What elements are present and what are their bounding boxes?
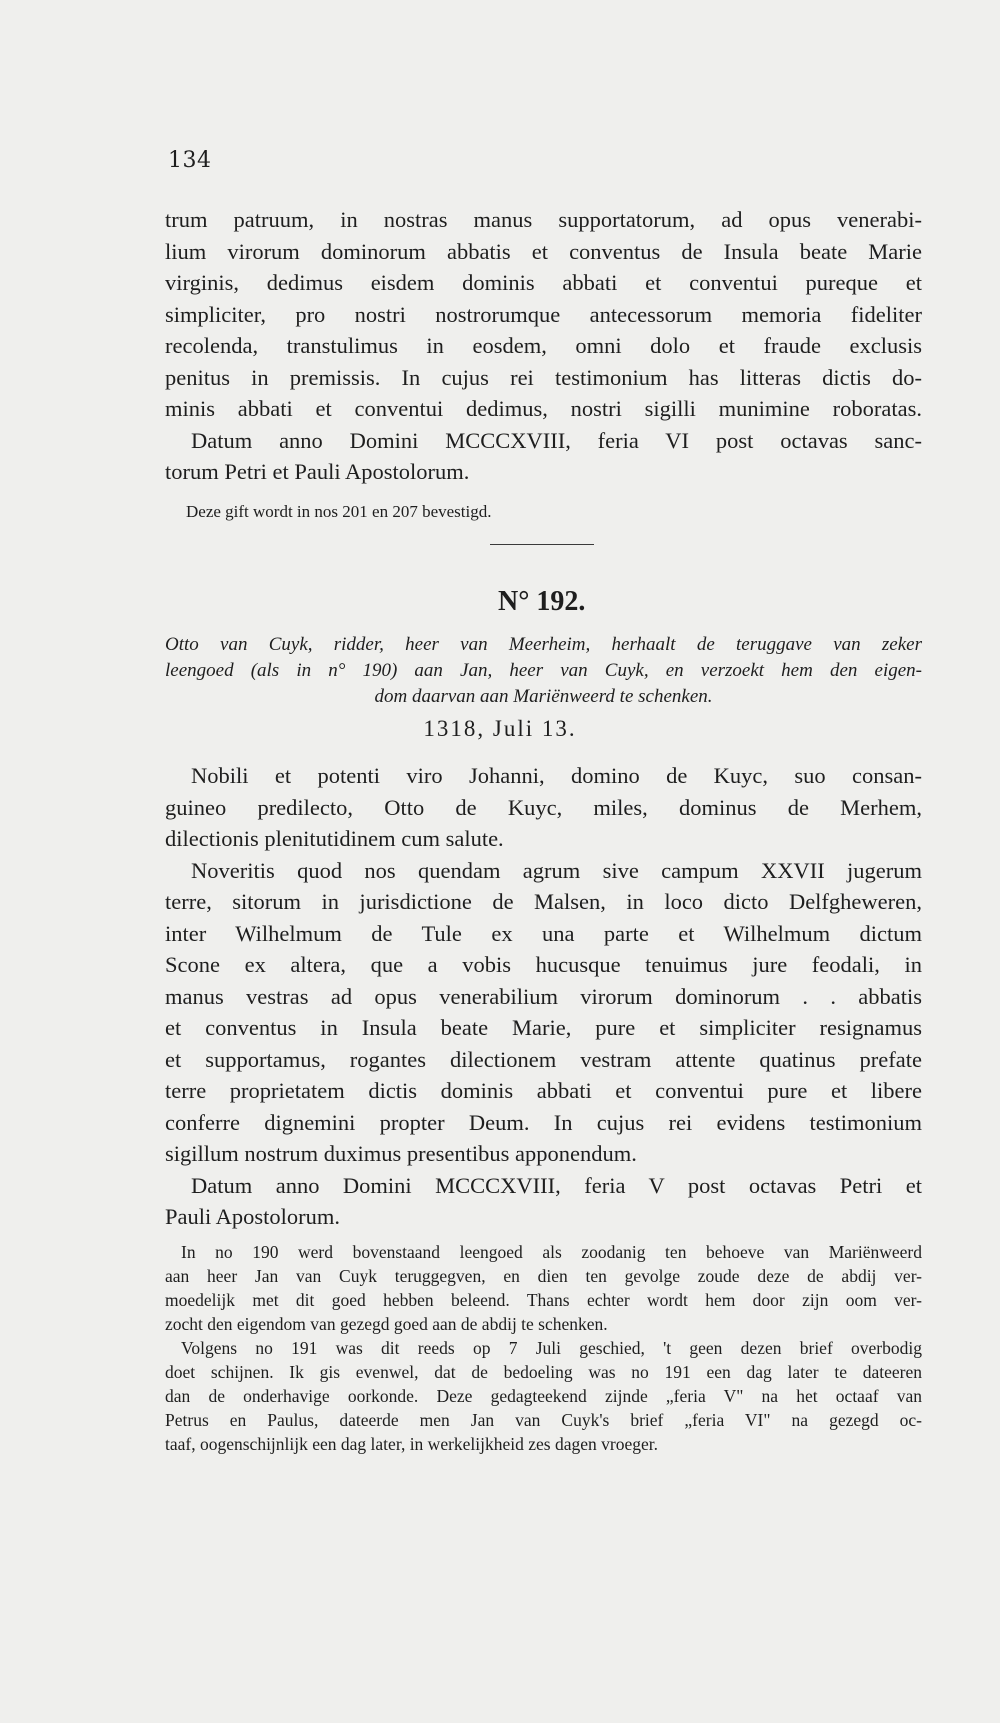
text-line: virginis, dedimus eisdem dominis abbati et conventui pureque et [165, 270, 922, 295]
continuation-text [165, 204, 922, 488]
footnote-line: dan de onderhavige oorkonde. Deze gedagteekend zijnde „feria V" na het octaaf van [165, 1386, 922, 1406]
footnote-line: Volgens no 191 was dit reeds op 7 Juli geschied, 't geen dezen brief overbodig [181, 1338, 922, 1358]
text-line: Datum anno Domini MCCCXVIII, feria VI post octavas sanc- [191, 427, 922, 453]
text-line: manus vestras ad opus venerabilium virorum dominorum . . abbatis [165, 983, 922, 1009]
text-line: Nobili et potenti viro Johanni, domino de Kuyc, suo consan- [191, 763, 922, 788]
text-line: recolenda, transtulimus in eosdem, omni dolo et fraude exclusis [165, 333, 922, 358]
text-line: guineo predilecto, Otto de Kuyc, miles, dominus de Merhem, [165, 794, 922, 820]
footnotes [165, 1240, 922, 1456]
text-line: terre proprietatem dictis dominis abbati et conventui pure et libere [165, 1078, 922, 1103]
footnote-line: In no 190 werd bovenstaand leengoed als zoodanig ten behoeve van Mariënweerd [181, 1242, 922, 1262]
footnote-line: aan heer Jan van Cuyk teruggegven, en dien ten gevolge zoude deze de abdij ver- [165, 1266, 922, 1286]
text-line: Datum anno Domini MCCCXVIII, feria V post octavas Petri et [191, 1172, 922, 1198]
text-line: Noveritis quod nos quendam agrum sive campum XXVII jugerum [191, 857, 922, 883]
text-line: dilectionis plenitutidinem cum salute. [165, 826, 504, 851]
summary-line: Otto van Cuyk, ridder, heer van Meerheim, herhaalt de teruggave van zeker [165, 634, 922, 655]
footnote-line: doet schijnen. Ik gis evenwel, dat de bedoeling was no 191 een dag later te dateeren [165, 1362, 922, 1382]
section-divider [490, 544, 594, 545]
text-line: torum Petri et Pauli Apostolorum. [165, 459, 470, 484]
confirmation-note: Deze gift wordt in nos 201 en 207 bevestigd. [186, 502, 492, 521]
text-line: minis abbati et conventui dedimus, nostri sigilli munimine roboratas. [165, 396, 922, 421]
text-line: simpliciter, pro nostri nostrorumque antecessorum memoria fideliter [165, 301, 922, 327]
footnote-line: moedelijk met dit goed hebben beleend. Thans echter wordt hem door zijn oom ver- [165, 1290, 922, 1310]
page-number: 134 [168, 148, 212, 173]
summary-line: dom daarvan aan Mariënweerd te schenken. [374, 686, 713, 707]
footnote-line: zocht den eigendom van gezegd goed aan de abdij te schenken. [165, 1314, 608, 1334]
text-line: Scone ex altera, que a vobis hucusque tenuimus jure feodali, in [165, 952, 922, 977]
text-line: et supportamus, rogantes dilectionem vestram attente quatinus prefate [165, 1046, 922, 1072]
footnote-line: taaf, oogenschijnlijk een dag later, in werkelijkheid zes dagen vroeger. [165, 1434, 658, 1454]
text-line: inter Wilhelmum de Tule ex una parte et Wilhelmum dictum [165, 920, 922, 946]
text-line: penitus in premissis. In cujus rei testimonium has litteras dictis do- [165, 364, 922, 390]
text-line: Pauli Apostolorum. [165, 1204, 341, 1229]
summary-line: leengoed (als in n° 190) aan Jan, heer van Cuyk, en verzoekt hem den eigen- [165, 660, 922, 681]
text-line: trum patruum, in nostras manus supportatorum, ad opus venerabi- [165, 207, 922, 232]
document-number: N° 192. [498, 586, 586, 617]
text-line: conferre dignemini propter Deum. In cujus rei evidens testimonium [165, 1109, 922, 1135]
charter-text [165, 760, 922, 1233]
text-line: sigillum nostrum duximus presentibus apponendum. [165, 1141, 637, 1166]
footnote-line: Petrus en Paulus, dateerde men Jan van Cuyk's brief „feria VI" na gezegd oc- [165, 1410, 922, 1430]
document-date: 1318, Juli 13. [423, 716, 577, 741]
text-line: terre, sitorum in jurisdictione de Malsen, in loco dicto Delfgheweren, [165, 889, 922, 914]
document-summary [165, 632, 922, 710]
text-line: et conventus in Insula beate Marie, pure et simpliciter resignamus [165, 1015, 922, 1040]
text-line: lium virorum dominorum abbatis et conventus de Insula beate Marie [165, 238, 922, 264]
